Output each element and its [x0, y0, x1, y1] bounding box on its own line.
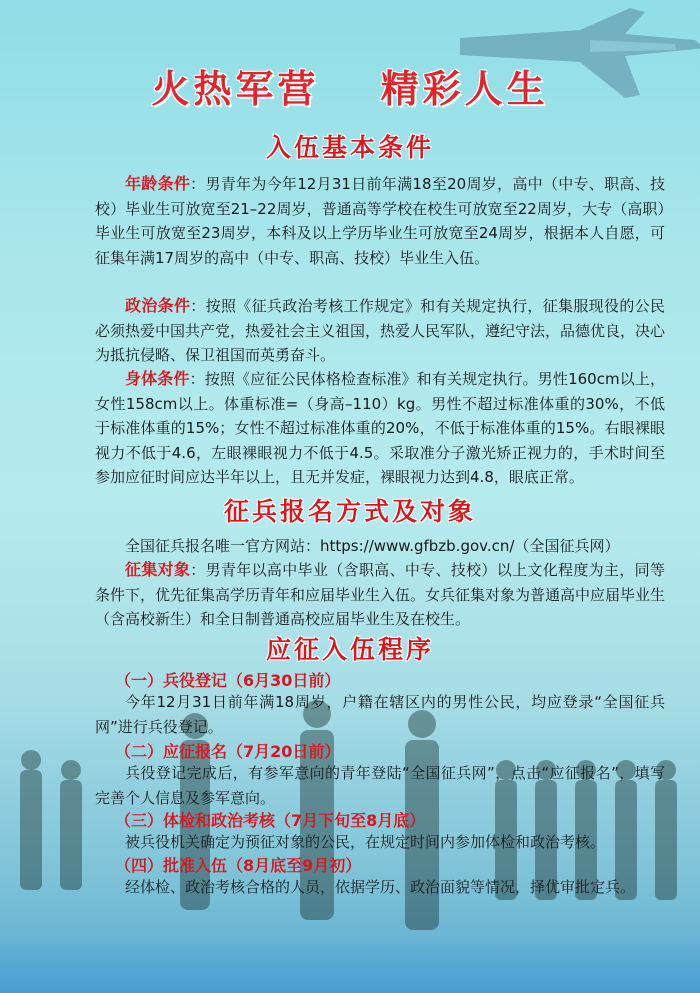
recruitment-target-label: 征集对象 — [125, 560, 191, 579]
bottom-decoration-band — [0, 933, 700, 993]
recruitment-target-paragraph — [95, 558, 665, 632]
physical-condition-paragraph — [95, 367, 665, 490]
poster-slogan — [0, 58, 700, 113]
slogan-left: 火热军营 — [151, 66, 320, 111]
step-2-text: 兵役登记完成后，有参军意向的青年登陆“全国征兵网”，点击“应征报名”，填写完善个人信息及参军意向。 — [95, 764, 665, 807]
section-title-procedure: 应征入伍程序 — [265, 635, 434, 664]
age-condition-label: 年龄条件 — [125, 174, 191, 193]
step-1-text: 今年12月31日前年满18周岁，户籍在辖区内的男性公民，均应登录“全国征兵网”进行兵役登记。 — [95, 693, 665, 736]
physical-condition-label: 身体条件 — [125, 369, 190, 388]
official-website-paragraph: 全国征兵报名唯一官方网站：https://www.gfbzb.gov.cn/（全国征兵网） — [125, 537, 620, 555]
step-4-heading: （四）批准入伍（8月底至9月初） — [115, 856, 362, 875]
step-1-heading: （一）兵役登记（6月30日前） — [115, 671, 341, 690]
political-condition-paragraph — [95, 294, 665, 368]
age-condition-text: ：男青年为今年12月31日前年满18至20周岁，高中（中专、职高、技校）毕业生可放宽至21–22周岁，普通高等学校在校生可放宽至22周岁，大专（高职）毕业生可放宽至23周岁，本科及以上学历毕业生可放宽至24周岁，根据本人自愿，可征集年满17周岁的高中（中专、职高、技校）毕业生入伍。 — [95, 175, 665, 267]
recruitment-target-text: ：男青年以高中毕业（含职高、中专、技校）以上文化程度为主，同等条件下，优先征集高学历青年和应届毕业生入伍。女兵征集对象为普通高中应届毕业生（含高校新生）和全日制普通高校应届毕业生及在校生。 — [95, 561, 666, 628]
age-condition-paragraph — [95, 172, 665, 270]
physical-condition-text: ：按照《应征公民体格检查标准》和有关规定执行。男性160cm以上，女性158cm以上。体重标准=（身高–110）kg。男性不超过标准体重的30%，不低于标准体重的15%；女性不超过标准体重的20%，不低于标准体重的15%。右眼裸眼视力不低于4.6，左眼裸眼视力不低于4.5。采取准分子激光矫正视力的，手术时间至参加应征时间应达半年以上，且无并发症，裸眼视力达到4.8，眼底正常。 — [95, 370, 665, 486]
step-3-text: 被兵役机关确定为预征对象的公民，在规定时间内参加体检和政治考核。 — [125, 833, 606, 851]
section-title-basic-conditions: 入伍基本条件 — [265, 133, 434, 162]
political-condition-text: ：按照《征兵政治考核工作规定》和有关规定执行，征集服现役的公民必须热爱中国共产党，热爱社会主义祖国，热爱人民军队，遵纪守法，品德优良，决心为抵抗侵略、保卫祖国而英勇奋斗。 — [95, 297, 666, 364]
step-2-heading: （二）应征报名（7月20日前） — [115, 742, 341, 761]
political-condition-label: 政治条件 — [125, 296, 191, 315]
step-3-heading: （三）体检和政治考核（7月下旬至8月底） — [115, 811, 426, 830]
step-4-text: 经体检、政治考核合格的人员，依据学历、政治面貌等情况，择优审批定兵。 — [125, 878, 636, 896]
slogan-right: 精彩人生 — [380, 66, 549, 111]
section-title-registration: 征兵报名方式及对象 — [223, 497, 476, 526]
